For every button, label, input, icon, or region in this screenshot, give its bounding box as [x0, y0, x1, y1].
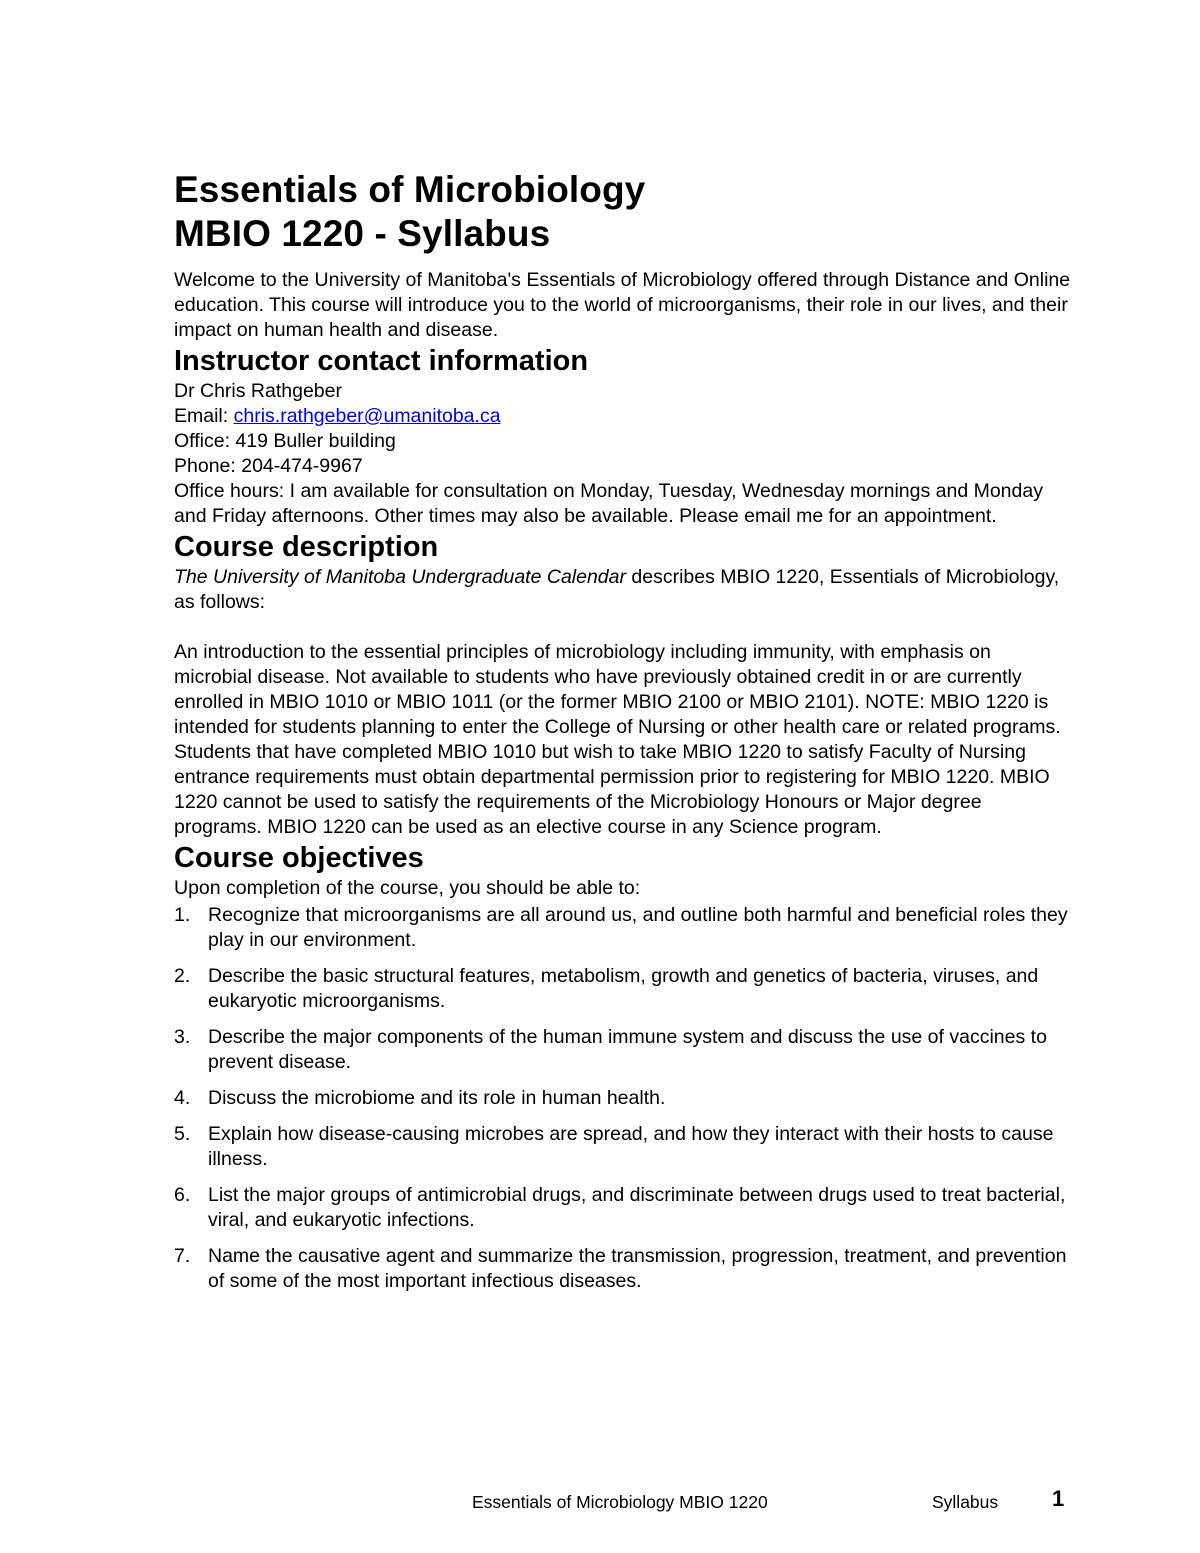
- objective-item: [174, 1086, 1074, 1111]
- objective-number: 5.: [174, 1123, 191, 1145]
- objective-number: 4.: [174, 1087, 191, 1109]
- calendar-title: The University of Manitoba Undergraduate Calendar: [174, 566, 626, 588]
- footer-section-label: Syllabus: [932, 1492, 999, 1512]
- objective-text: Describe the basic structural features, metabolism, growth and genetics of bacteria, viruses, and eukaryotic microorganisms.: [208, 965, 1039, 1012]
- instructor-email-line: [174, 404, 1074, 429]
- objective-item: [174, 964, 1074, 1014]
- title-line-2: MBIO 1220 - Syllabus: [174, 213, 551, 254]
- contact-block: [174, 379, 1074, 529]
- objective-item: [174, 1122, 1074, 1172]
- objective-item: [174, 903, 1074, 953]
- email-label: Email:: [174, 405, 234, 427]
- objective-number: 3.: [174, 1026, 191, 1048]
- instructor-phone: Phone: 204-474-9967: [174, 455, 363, 477]
- heading-course-description: Course description: [174, 531, 439, 563]
- email-link[interactable]: chris.rathgeber@umanitoba.ca: [233, 405, 501, 427]
- objectives-list: [174, 903, 1074, 1294]
- objective-text: Describe the major components of the human immune system and discuss the use of vaccines to prevent disease.: [208, 1026, 1047, 1073]
- instructor-office-hours: Office hours: I am available for consultation on Monday, Tuesday, Wednesday mornings and Monday and Friday afternoons. Other times may also be available. Please email me for an appointment.: [174, 480, 1043, 527]
- heading-instructor-contact: Instructor contact information: [174, 345, 589, 377]
- objective-text: Recognize that microorganisms are all around us, and outline both harmful and beneficial roles they play in our environment.: [208, 904, 1068, 951]
- objective-number: 6.: [174, 1184, 191, 1206]
- objective-text: Discuss the microbiome and its role in human health.: [208, 1087, 666, 1109]
- instructor-office: Office: 419 Buller building: [174, 430, 396, 452]
- document-title: [174, 168, 1074, 256]
- objective-number: 7.: [174, 1245, 191, 1267]
- document-page: [174, 168, 1074, 1305]
- objectives-lead: Upon completion of the course, you should be able to:: [174, 877, 641, 899]
- footer-document-title: Essentials of Microbiology MBIO 1220: [472, 1492, 768, 1512]
- calendar-intro-rest: describes MBIO 1220, Essentials of Microbiology, as follows:: [174, 566, 1060, 613]
- heading-course-objectives: Course objectives: [174, 842, 424, 874]
- footer-page-number: 1: [1052, 1486, 1065, 1511]
- title-line-1: Essentials of Microbiology: [174, 169, 646, 210]
- objective-text: Name the causative agent and summarize the transmission, progression, treatment, and prevention of some of the most important infectious diseases.: [208, 1245, 1067, 1292]
- objective-item: [174, 1025, 1074, 1075]
- objective-text: Explain how disease-causing microbes are spread, and how they interact with their hosts to cause illness.: [208, 1123, 1054, 1170]
- objective-number: 2.: [174, 965, 191, 987]
- intro-paragraph: Welcome to the University of Manitoba's Essentials of Microbiology offered through Distance and Online education. This course will introduce you to the world of microorganisms, their role in our lives, and their impact on human health and disease.: [174, 269, 1071, 341]
- course-description-body: An introduction to the essential principles of microbiology including immunity, with emphasis on microbial disease. Not available to students who have previously obtained credit in or are currently enrolled in MBIO 1010 or MBIO 1011 (or the former MBIO 2100 or MBIO 2101). NOTE: MBIO 1220 is intended for students planning to enter the College of Nursing or other health care or related programs. Students that have completed MBIO 1010 but wish to take MBIO 1220 to satisfy Faculty of Nursing entrance requirements must obtain departmental permission prior to registering for MBIO 1220. MBIO 1220 cannot be used to satisfy the requirements of the Microbiology Honours or Major degree programs. MBIO 1220 can be used as an elective course in any Science program.: [174, 641, 1061, 838]
- objective-number: 1.: [174, 904, 191, 926]
- spacer: [174, 615, 1074, 640]
- instructor-name: Dr Chris Rathgeber: [174, 380, 342, 402]
- objective-item: [174, 1183, 1074, 1233]
- objective-text: List the major groups of antimicrobial drugs, and discriminate between drugs used to treat bacterial, viral, and eukaryotic infections.: [208, 1184, 1066, 1231]
- calendar-intro: [174, 565, 1074, 615]
- objective-item: [174, 1244, 1074, 1294]
